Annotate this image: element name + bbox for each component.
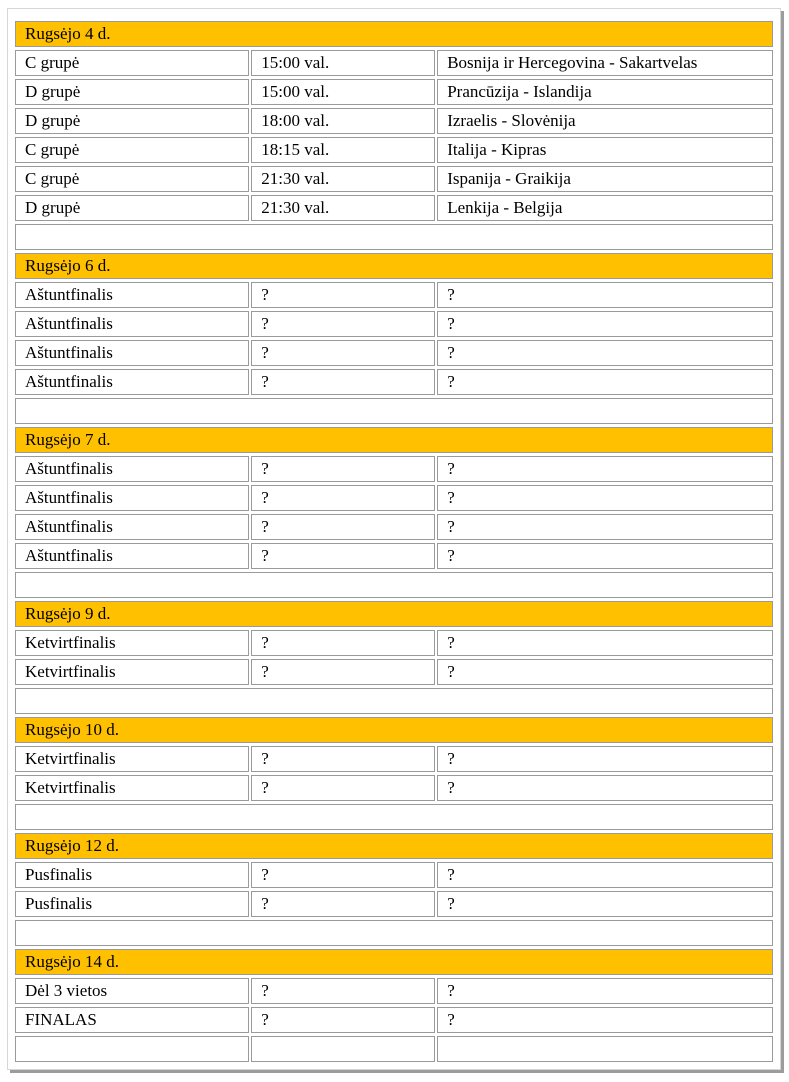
match-row: [15, 195, 773, 221]
schedule-page: [7, 8, 781, 1070]
day-header-row: [15, 833, 773, 859]
match-row: [15, 166, 773, 192]
match-stage-cell: Ketvirtfinalis: [15, 659, 249, 685]
match-time-cell: ?: [251, 340, 435, 366]
match-time-cell: 21:30 val.: [251, 166, 435, 192]
match-row: [15, 862, 773, 888]
day-header-row: [15, 253, 773, 279]
match-row: [15, 891, 773, 917]
spacer-row: [15, 804, 773, 830]
match-teams-cell: ?: [437, 630, 773, 656]
match-stage-cell: Ketvirtfinalis: [15, 630, 249, 656]
match-row: [15, 369, 773, 395]
schedule-body: [15, 21, 773, 1062]
spacer-row: [15, 920, 773, 946]
day-header: Rugsėjo 7 d.: [15, 427, 773, 453]
match-teams-cell: Prancūzija - Islandija: [437, 79, 773, 105]
match-row: [15, 543, 773, 569]
match-stage-cell: Aštuntfinalis: [15, 543, 249, 569]
match-time-cell: 15:00 val.: [251, 79, 435, 105]
empty-cell: [15, 688, 773, 714]
spacer-row: [15, 224, 773, 250]
match-time-cell: ?: [251, 746, 435, 772]
match-row: [15, 659, 773, 685]
match-row: [15, 630, 773, 656]
match-stage-cell: Aštuntfinalis: [15, 282, 249, 308]
match-stage-cell: Aštuntfinalis: [15, 514, 249, 540]
match-teams-cell: ?: [437, 369, 773, 395]
match-time-cell: ?: [251, 369, 435, 395]
match-stage-cell: Ketvirtfinalis: [15, 775, 249, 801]
spacer-row: [15, 398, 773, 424]
match-teams-cell: ?: [437, 514, 773, 540]
match-row: [15, 1007, 773, 1033]
match-row: [15, 746, 773, 772]
match-teams-cell: ?: [437, 543, 773, 569]
match-time-cell: ?: [251, 978, 435, 1004]
match-time-cell: ?: [251, 891, 435, 917]
match-row: [15, 79, 773, 105]
day-header: Rugsėjo 4 d.: [15, 21, 773, 47]
day-header-row: [15, 717, 773, 743]
match-teams-cell: ?: [437, 978, 773, 1004]
match-teams-cell: ?: [437, 485, 773, 511]
empty-cell: [437, 1036, 773, 1062]
match-stage-cell: Aštuntfinalis: [15, 485, 249, 511]
match-time-cell: ?: [251, 456, 435, 482]
match-row: [15, 485, 773, 511]
match-time-cell: ?: [251, 543, 435, 569]
match-teams-cell: ?: [437, 746, 773, 772]
match-row: [15, 456, 773, 482]
empty-cell: [15, 224, 773, 250]
match-time-cell: 21:30 val.: [251, 195, 435, 221]
match-row: [15, 311, 773, 337]
match-row: [15, 137, 773, 163]
match-stage-cell: Aštuntfinalis: [15, 456, 249, 482]
match-teams-cell: ?: [437, 340, 773, 366]
match-teams-cell: ?: [437, 1007, 773, 1033]
match-row: [15, 50, 773, 76]
match-teams-cell: Bosnija ir Hercegovina - Sakartvelas: [437, 50, 773, 76]
match-stage-cell: D grupė: [15, 79, 249, 105]
match-time-cell: ?: [251, 659, 435, 685]
match-row: [15, 775, 773, 801]
match-stage-cell: Aštuntfinalis: [15, 369, 249, 395]
empty-cell: [15, 804, 773, 830]
match-time-cell: 18:00 val.: [251, 108, 435, 134]
match-teams-cell: Lenkija - Belgija: [437, 195, 773, 221]
match-stage-cell: C grupė: [15, 50, 249, 76]
match-teams-cell: Italija - Kipras: [437, 137, 773, 163]
match-time-cell: ?: [251, 775, 435, 801]
day-header: Rugsėjo 14 d.: [15, 949, 773, 975]
match-time-cell: ?: [251, 282, 435, 308]
match-teams-cell: ?: [437, 659, 773, 685]
match-stage-cell: D grupė: [15, 108, 249, 134]
match-stage-cell: FINALAS: [15, 1007, 249, 1033]
match-stage-cell: C grupė: [15, 166, 249, 192]
match-stage-cell: Pusfinalis: [15, 891, 249, 917]
match-stage-cell: C grupė: [15, 137, 249, 163]
day-header: Rugsėjo 9 d.: [15, 601, 773, 627]
match-time-cell: ?: [251, 862, 435, 888]
match-row: [15, 978, 773, 1004]
match-time-cell: ?: [251, 630, 435, 656]
match-teams-cell: ?: [437, 311, 773, 337]
match-time-cell: ?: [251, 1007, 435, 1033]
match-row: [15, 514, 773, 540]
spacer-row: [15, 688, 773, 714]
day-header: Rugsėjo 10 d.: [15, 717, 773, 743]
match-time-cell: ?: [251, 311, 435, 337]
match-stage-cell: Ketvirtfinalis: [15, 746, 249, 772]
match-stage-cell: Dėl 3 vietos: [15, 978, 249, 1004]
day-header-row: [15, 427, 773, 453]
day-header: Rugsėjo 12 d.: [15, 833, 773, 859]
match-row: [15, 108, 773, 134]
match-row: [15, 340, 773, 366]
day-header-row: [15, 21, 773, 47]
match-schedule-table: [13, 18, 775, 1065]
match-teams-cell: ?: [437, 282, 773, 308]
match-teams-cell: ?: [437, 862, 773, 888]
empty-cell: [15, 572, 773, 598]
match-time-cell: 15:00 val.: [251, 50, 435, 76]
match-teams-cell: ?: [437, 456, 773, 482]
empty-row: [15, 1036, 773, 1062]
empty-cell: [15, 398, 773, 424]
match-time-cell: ?: [251, 514, 435, 540]
match-teams-cell: Izraelis - Slovėnija: [437, 108, 773, 134]
day-header-row: [15, 949, 773, 975]
match-time-cell: ?: [251, 485, 435, 511]
match-time-cell: 18:15 val.: [251, 137, 435, 163]
match-teams-cell: ?: [437, 891, 773, 917]
day-header-row: [15, 601, 773, 627]
empty-cell: [251, 1036, 435, 1062]
match-stage-cell: Aštuntfinalis: [15, 340, 249, 366]
match-stage-cell: D grupė: [15, 195, 249, 221]
day-header: Rugsėjo 6 d.: [15, 253, 773, 279]
empty-cell: [15, 920, 773, 946]
match-row: [15, 282, 773, 308]
match-stage-cell: Pusfinalis: [15, 862, 249, 888]
match-teams-cell: ?: [437, 775, 773, 801]
match-teams-cell: Ispanija - Graikija: [437, 166, 773, 192]
empty-cell: [15, 1036, 249, 1062]
match-stage-cell: Aštuntfinalis: [15, 311, 249, 337]
spacer-row: [15, 572, 773, 598]
